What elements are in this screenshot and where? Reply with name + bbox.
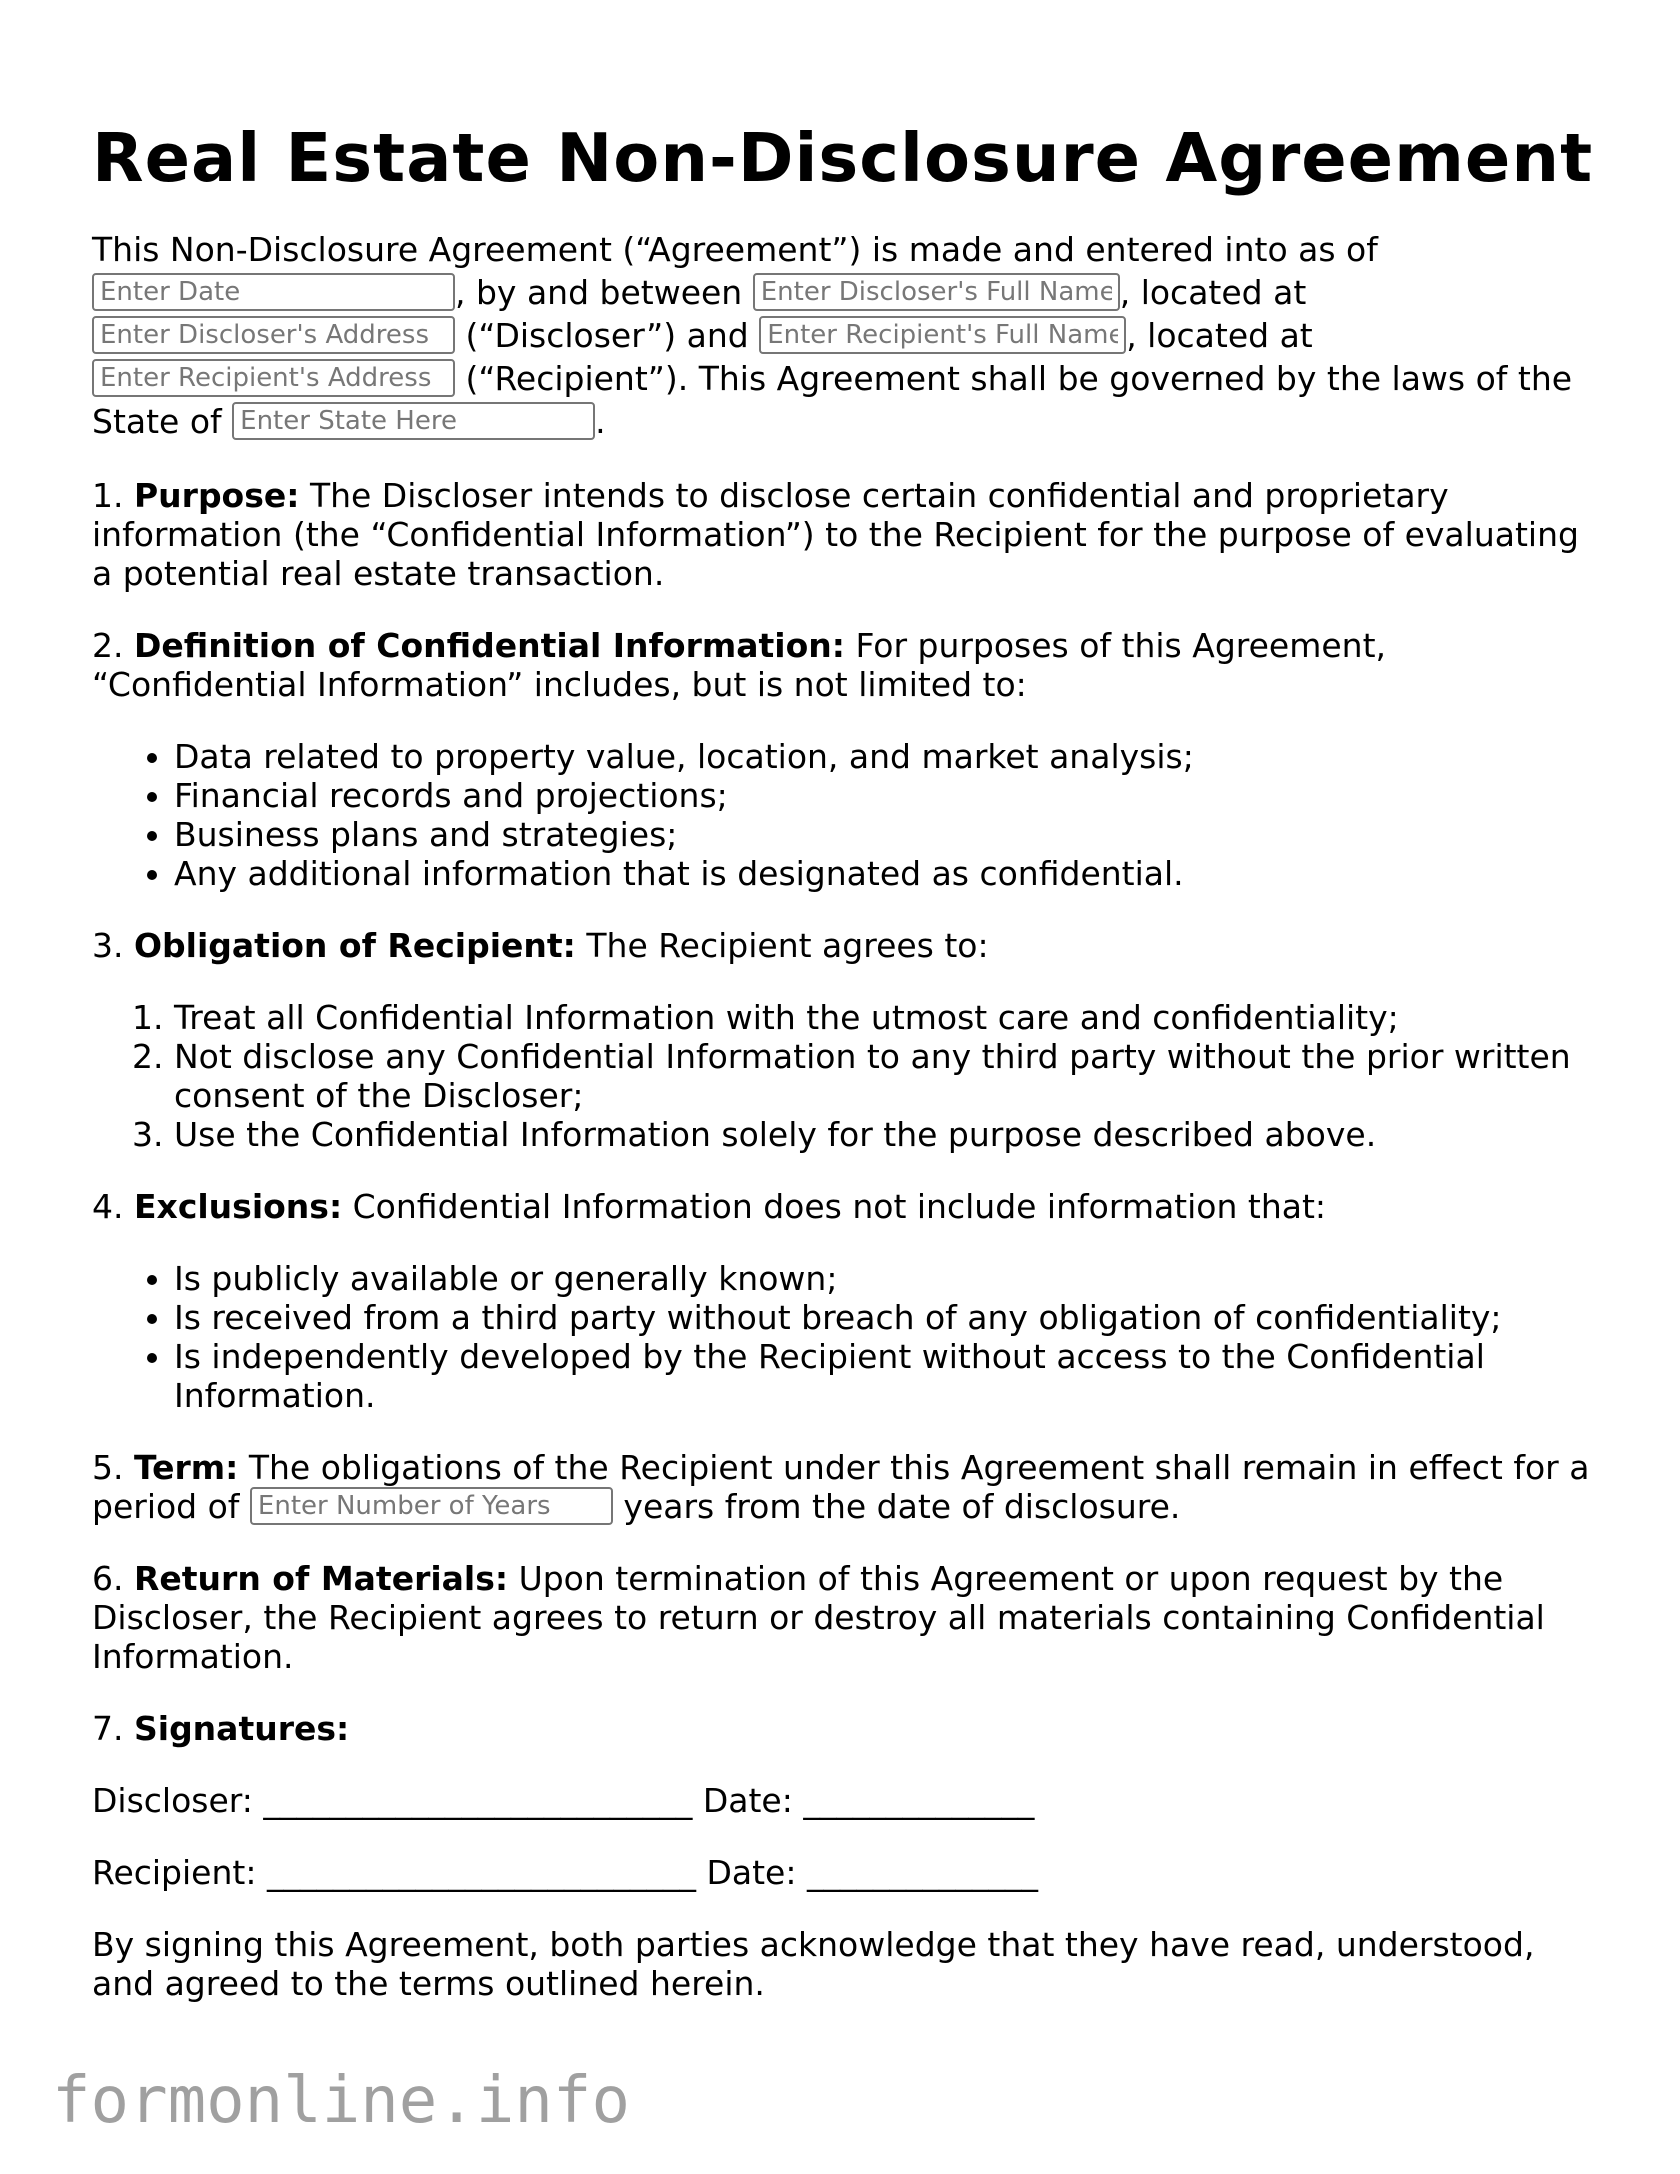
document-page — [92, 112, 1602, 2003]
list-item: 3. Use the Confidential Information solely for the purpose described above. — [174, 1115, 1602, 1154]
intro-paragraph — [92, 228, 1602, 443]
section-heading: Purpose: — [133, 476, 300, 515]
definition-list — [92, 737, 1602, 893]
list-item: 1. Treat all Confidential Information with the utmost care and confidentiality; — [174, 998, 1602, 1037]
discloser-date-label: Date: — [692, 1781, 804, 1820]
section-text: Upon termination of this Agreement or upon request by the Discloser, the Recipient agrees to return or destroy all materials containing Confidential Information. — [92, 1559, 1545, 1676]
intro-text-7: . — [595, 402, 606, 441]
section-number: 2. — [92, 626, 134, 665]
section-heading: Return of Materials: — [133, 1559, 509, 1598]
list-item: 2. Not disclose any Confidential Information to any third party without the prior written consent of the Discloser; — [174, 1037, 1602, 1115]
date-input[interactable] — [92, 273, 455, 311]
recipient-date-line[interactable]: ______________ — [806, 1853, 1038, 1892]
section-definition — [92, 626, 1602, 704]
section-text: The Discloser intends to disclose certain confidential and proprietary information (the “Confidential Information”) to the Recipient for the purpose of evaluating a potential real estate transaction. — [92, 476, 1579, 593]
section-heading: Signatures: — [133, 1709, 350, 1748]
discloser-name-input[interactable] — [753, 273, 1120, 311]
recipient-address-input[interactable] — [92, 359, 455, 397]
intro-text-5: , located at — [1126, 316, 1313, 355]
recipient-date-label: Date: — [695, 1853, 807, 1892]
section-number: 3. — [92, 926, 134, 965]
section-number: 6. — [92, 1559, 134, 1598]
years-input[interactable] — [250, 1487, 613, 1525]
discloser-date-line[interactable]: ______________ — [803, 1781, 1035, 1820]
page-title: Real Estate Non-Disclosure Agreement — [92, 119, 1594, 197]
section-text: The Recipient agrees to: — [575, 926, 989, 965]
list-item: • Is publicly available or generally known; — [174, 1259, 1602, 1298]
intro-text-2: , by and between — [455, 273, 753, 312]
section-number: 4. — [92, 1187, 134, 1226]
discloser-signature-row — [92, 1781, 1602, 1820]
section-number: 1. — [92, 476, 134, 515]
section-number: 5. — [92, 1448, 134, 1487]
list-item: • Any additional information that is designated as confidential. — [174, 854, 1602, 893]
section-heading: Term: — [133, 1448, 239, 1487]
list-item: • Data related to property value, location, and market analysis; — [174, 737, 1602, 776]
list-item: • Is received from a third party without breach of any obligation of confidentiality; — [174, 1298, 1602, 1337]
discloser-signature-line[interactable]: __________________________ — [263, 1781, 693, 1820]
section-obligation — [92, 926, 1602, 965]
section-return — [92, 1559, 1602, 1676]
section-signatures — [92, 1709, 1602, 1748]
section-number: 7. — [92, 1709, 134, 1748]
recipient-name-input[interactable] — [759, 316, 1126, 354]
section-text: Confidential Information does not include information that: — [342, 1187, 1327, 1226]
section-text: The obligations of the Recipient under this Agreement shall remain in effect for a period of — [92, 1448, 1590, 1526]
list-item: • Financial records and projections; — [174, 776, 1602, 815]
intro-text-4: (“Discloser”) and — [455, 316, 760, 355]
section-heading: Exclusions: — [133, 1187, 343, 1226]
closing-paragraph: By signing this Agreement, both parties acknowledge that they have read, understood, and agreed to the terms outlined herein. — [92, 1925, 1535, 2003]
section-purpose — [92, 476, 1602, 593]
watermark: formonline.info — [52, 2064, 630, 2138]
recipient-signature-row — [92, 1853, 1602, 1892]
section-term — [92, 1448, 1602, 1526]
discloser-address-input[interactable] — [92, 316, 455, 354]
section-exclusions — [92, 1187, 1602, 1226]
intro-text-6: (“Recipient”). This Agreement shall be governed by the laws of the State of — [92, 359, 1573, 441]
list-item: • Is independently developed by the Recipient without access to the Confidential Information. — [174, 1337, 1602, 1415]
obligation-list — [92, 998, 1602, 1154]
section-heading: Definition of Confidential Information: — [133, 626, 845, 665]
state-input[interactable] — [232, 402, 595, 440]
exclusions-list — [92, 1259, 1602, 1415]
section-text: For purposes of this Agreement, “Confidential Information” includes, but is not limited to: — [92, 626, 1387, 704]
list-item: • Business plans and strategies; — [174, 815, 1602, 854]
section-heading: Obligation of Recipient: — [133, 926, 576, 965]
recipient-signature-line[interactable]: __________________________ — [266, 1853, 696, 1892]
section-text-after: years from the date of disclosure. — [612, 1487, 1181, 1526]
intro-text-3: , located at — [1119, 273, 1307, 312]
recipient-signature-label: Recipient: — [92, 1853, 267, 1892]
intro-text-1: This Non-Disclosure Agreement (“Agreement”) is made and entered into as of — [92, 230, 1378, 269]
discloser-signature-label: Discloser: — [92, 1781, 264, 1820]
